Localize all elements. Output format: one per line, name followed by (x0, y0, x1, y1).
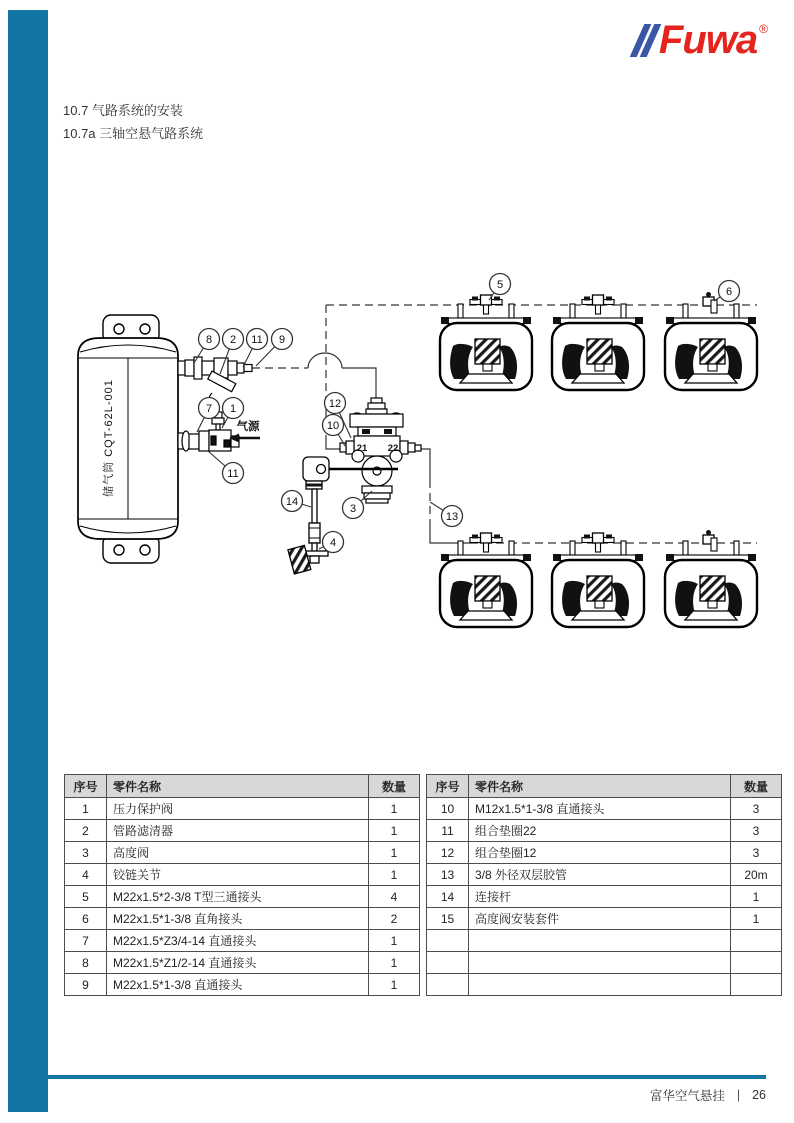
cell-empty (469, 930, 731, 952)
callout-number: 9 (278, 333, 286, 346)
cell-index: 14 (427, 886, 469, 908)
tee-fitting (470, 295, 502, 314)
callout-number: 4 (329, 536, 337, 549)
cell-qty: 1 (369, 952, 420, 974)
table-row (65, 864, 420, 886)
table-row (427, 798, 782, 820)
cell-qty: 3 (731, 798, 782, 820)
valve-port-21-label: 21 (356, 443, 368, 454)
cell-index: 10 (427, 798, 469, 820)
header-index: 序号 (427, 775, 469, 798)
cell-index: 6 (65, 908, 107, 930)
cell-index: 3 (65, 842, 107, 864)
cell-index: 15 (427, 908, 469, 930)
header-part-name: 零件名称 (107, 775, 369, 798)
callout-11 (208, 451, 244, 484)
header-qty: 数量 (731, 775, 782, 798)
callout-number: 10 (326, 419, 340, 432)
cell-part-name: M22x1.5*1-3/8 直通接头 (107, 974, 369, 996)
table-row (65, 820, 420, 842)
air-spring (552, 541, 644, 627)
table-row (65, 798, 420, 820)
cell-qty: 1 (731, 908, 782, 930)
air-spring (665, 541, 757, 627)
cell-part-name: 组合垫圈12 (469, 842, 731, 864)
cell-empty (731, 930, 782, 952)
air-source-label: 气源 (236, 421, 260, 433)
cell-empty (731, 974, 782, 996)
cell-qty: 1 (369, 842, 420, 864)
cell-qty: 1 (369, 864, 420, 886)
parts-tables (64, 774, 782, 996)
table-row (427, 864, 782, 886)
cell-index: 13 (427, 864, 469, 886)
cell-index: 1 (65, 798, 107, 820)
callout-number: 3 (349, 502, 357, 515)
cell-index: 4 (65, 864, 107, 886)
footer-brand: 富华空气悬挂 (649, 1089, 725, 1103)
cell-index: 12 (427, 842, 469, 864)
callout-number: 7 (205, 402, 213, 415)
cell-part-name: 高度阀 (107, 842, 369, 864)
footer-page-number: 26 (752, 1088, 766, 1102)
callout-13 (430, 502, 463, 527)
section-heading: 10.7 气路系统的安装 (63, 103, 183, 118)
callout-layer (194, 274, 740, 553)
tank-outlet-fitting-assembly (185, 357, 252, 402)
subsection-heading: 10.7a 三轴空悬气路系统 (63, 126, 204, 141)
callout-number: 5 (496, 278, 504, 291)
table-row-empty (427, 930, 782, 952)
cell-qty: 3 (731, 842, 782, 864)
cell-part-name: M22x1.5*1-3/8 直角接头 (107, 908, 369, 930)
cell-empty (427, 930, 469, 952)
footer (650, 1086, 766, 1104)
cell-index: 5 (65, 886, 107, 908)
air-spring (665, 304, 757, 390)
elbow-fitting (703, 292, 717, 313)
cell-qty: 1 (369, 820, 420, 842)
cell-index: 8 (65, 952, 107, 974)
logo-text: Fuwa (658, 18, 758, 62)
footer-accent-line (48, 1075, 766, 1079)
air-tank (78, 315, 185, 563)
cell-qty: 1 (369, 930, 420, 952)
air-spring (440, 541, 532, 627)
table-header-row (427, 775, 782, 798)
callout-number: 8 (205, 333, 213, 346)
cell-qty: 1 (731, 886, 782, 908)
cell-qty: 20m (731, 864, 782, 886)
callout-number: 1 (229, 402, 237, 415)
cell-index: 9 (65, 974, 107, 996)
table-row-empty (427, 974, 782, 996)
callout-number: 13 (445, 510, 459, 523)
parts-table-right (426, 774, 782, 996)
callout-6 (714, 281, 740, 302)
callout-14 (282, 491, 312, 512)
table-row-empty (427, 952, 782, 974)
tee-fitting (582, 533, 614, 552)
air-springs (440, 292, 757, 627)
cell-empty (427, 974, 469, 996)
cell-qty: 3 (731, 820, 782, 842)
callout-4 (319, 532, 344, 553)
cell-part-name: 连接杆 (469, 886, 731, 908)
table-row (427, 886, 782, 908)
table-row (65, 842, 420, 864)
valve-port-22-label: 22 (387, 443, 399, 454)
cell-part-name: M22x1.5*Z1/2-14 直通接头 (107, 952, 369, 974)
air-source-indicator (229, 419, 260, 443)
cell-index: 11 (427, 820, 469, 842)
cell-qty: 1 (369, 798, 420, 820)
elbow-fitting (703, 530, 717, 551)
table-row (65, 908, 420, 930)
cell-qty: 1 (369, 974, 420, 996)
air-spring (440, 304, 532, 390)
header-part-name: 零件名称 (469, 775, 731, 798)
cell-empty (731, 952, 782, 974)
parts-table-left (64, 774, 420, 996)
cell-empty (469, 952, 731, 974)
air-spring (552, 304, 644, 390)
callout-number: 6 (725, 285, 733, 298)
cell-part-name: 铰链关节 (107, 864, 369, 886)
cell-part-name: M12x1.5*1-3/8 直通接头 (469, 798, 731, 820)
registered-mark: ® (759, 22, 768, 36)
table-row (65, 930, 420, 952)
table-row (427, 908, 782, 930)
cell-part-name: 管路滤清器 (107, 820, 369, 842)
table-row (65, 974, 420, 996)
table-row (65, 886, 420, 908)
cell-part-name: 高度阀安装套件 (469, 908, 731, 930)
footer-divider: | (736, 1088, 741, 1102)
callout-number: 12 (328, 397, 342, 410)
cell-part-name: M22x1.5*2-3/8 T型三通接头 (107, 886, 369, 908)
linkage-rod-assembly (285, 457, 329, 574)
cell-qty: 2 (369, 908, 420, 930)
callout-number: 2 (229, 333, 237, 346)
callout-11 (243, 329, 268, 368)
cell-index: 2 (65, 820, 107, 842)
callout-number: 11 (227, 467, 239, 480)
table-row (427, 842, 782, 864)
cell-index: 7 (65, 930, 107, 952)
callout-number: 11 (251, 333, 263, 346)
tee-fitting (582, 295, 614, 314)
cell-part-name: 压力保护阀 (107, 798, 369, 820)
tee-fitting (470, 533, 502, 552)
callout-5 (489, 274, 511, 301)
cell-empty (469, 974, 731, 996)
header-index: 序号 (65, 775, 107, 798)
cell-part-name: 3/8 外径双层胶管 (469, 864, 731, 886)
cell-empty (427, 952, 469, 974)
callout-number: 14 (285, 495, 299, 508)
table-header-row (65, 775, 420, 798)
callout-3 (343, 491, 373, 519)
table-row (65, 952, 420, 974)
header-qty: 数量 (369, 775, 420, 798)
table-row (427, 820, 782, 842)
cell-part-name: 组合垫圈22 (469, 820, 731, 842)
cell-qty: 4 (369, 886, 420, 908)
cell-part-name: M22x1.5*Z3/4-14 直通接头 (107, 930, 369, 952)
tank-label: 储气筒 CQT-62L-001 (103, 379, 115, 497)
